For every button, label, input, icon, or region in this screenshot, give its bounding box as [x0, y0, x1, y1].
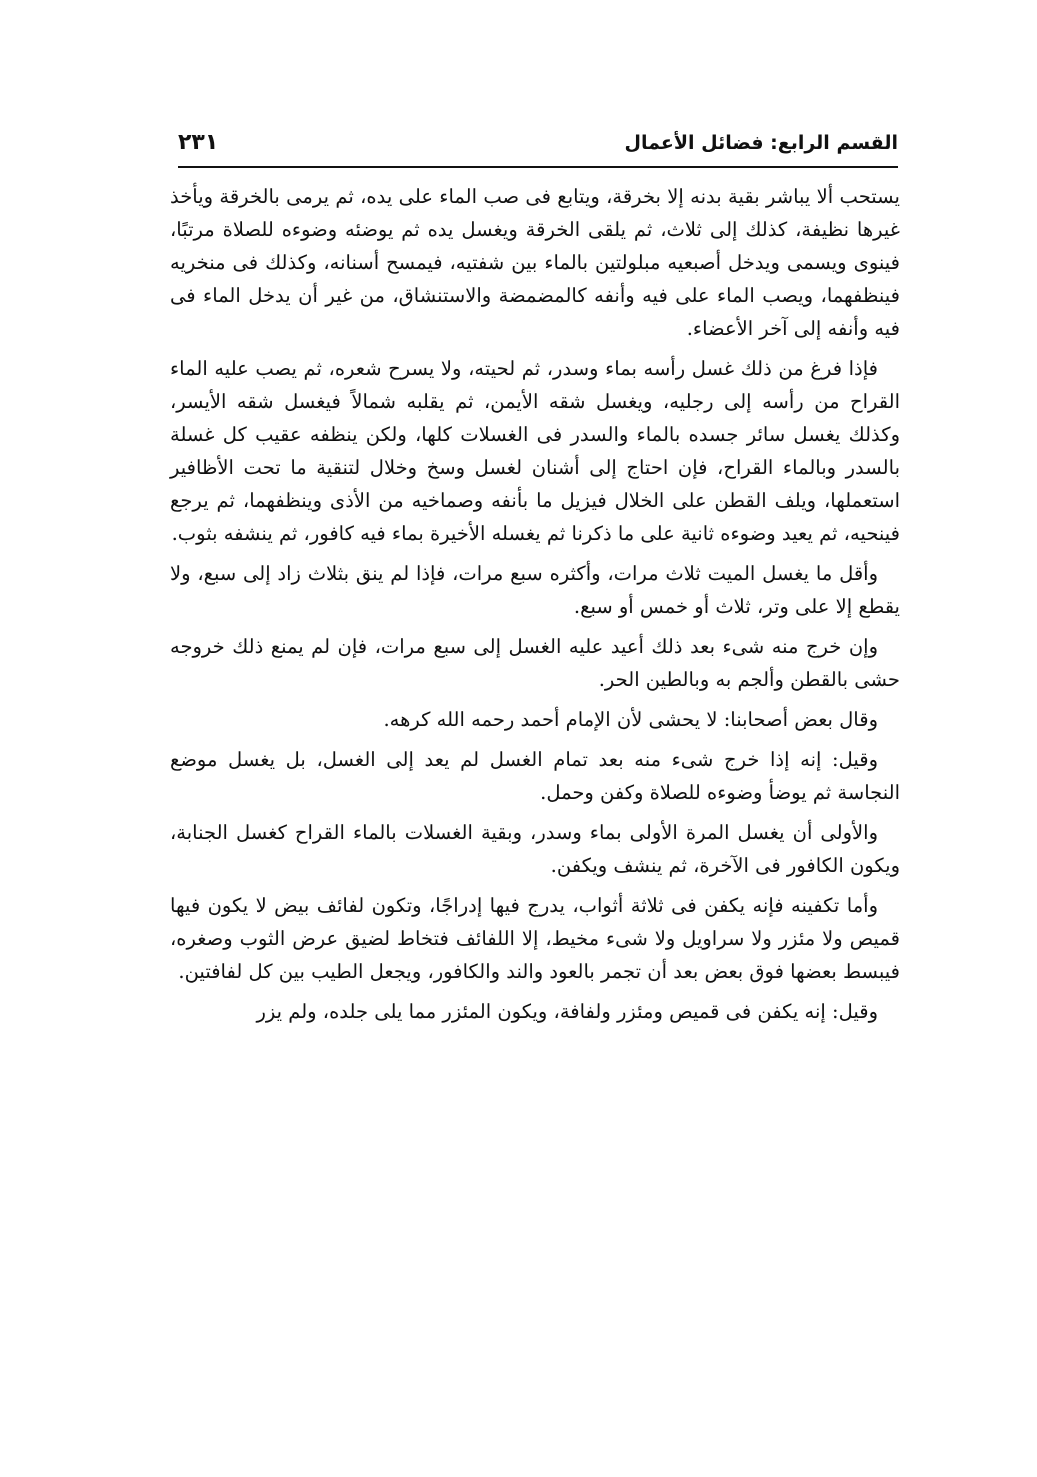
paragraph: وأما تكفينه فإنه يكفن فى ثلاثة أثواب، يدرج فيها إدراجًا، وتكون لفائف بيض لا يكون فيها قميص ولا مئزر ولا سراويل ولا شىء مخيط، إلا اللفائف فتخاط لضيق عرض الثوب وصغره، فيبسط بعضها فوق بعض بعد أن تجمر بالعود والند والكافور، ويجعل الطيب بين كل لفافتين.: [170, 894, 900, 983]
paragraph: فإذا فرغ من ذلك غسل رأسه بماء وسدر، ثم لحيته، ولا يسرح شعره، ثم يصب عليه الماء القراح من رأسه إلى رجليه، ويغسل شقه الأيمن، ثم يقلبه شمالاً فيغسل شقه الأيسر، وكذلك يغسل سائر جسده بالماء والسدر فى الغسلات كلها، ولكن ينظفه عقيب كل غسلة بالسدر وبالماء القراح، فإن احتاج إلى أشنان لغسل وسخ وخلال لتنقية ما تحت الأظافير استعملها، ويلف القطن على الخلال فيزيل ما بأنفه وصماخيه من الأذى وينظفهما، ثم يرجع فينحيه، ثم يعيد وضوءه ثانية على ما ذكرنا ثم يغسله الأخيرة بماء فيه كافور، ثم ينشفه بثوب.: [170, 357, 900, 545]
paragraph: وقيل: إنه يكفن فى قميص ومئزر ولفافة، ويكون المئزر مما يلى جلده، ولم يزر: [256, 1000, 878, 1023]
paragraph: وقيل: إنه إذا خرج شىء منه بعد تمام الغسل لم يعد إلى الغسل، بل يغسل موضع النجاسة ثم يوضأ وضوءه للصلاة وكفن وحمل.: [170, 748, 900, 804]
page-header: [178, 128, 898, 162]
page-number: ٢٣١: [178, 130, 219, 155]
paragraph: وأقل ما يغسل الميت ثلاث مرات، وأكثره سبع مرات، فإذا لم ينق بثلاث زاد إلى سبع، ولا يقطع إلا على وتر، ثلاث أو خمس أو سبع.: [170, 562, 900, 618]
paragraph: وقال بعض أصحابنا: لا يحشى لأن الإمام أحمد رحمه الله كرهه.: [383, 708, 878, 731]
paragraph: يستحب ألا يباشر بقية بدنه إلا بخرقة، ويتابع فى صب الماء على يده، ثم يرمى بالخرقة ويأخذ غيرها نظيفة، كذلك إلى ثلاث، ثم يلقى الخرقة ويغسل يده ثم يوضئه وضوءه للصلاة مرتبًا، فينوى ويسمى ويدخل أصبعيه مبلولتين بالماء بين شفتيه، فيمسح أسنانه، وكذلك فى منخريه فينظفهما، ويصب الماء على فيه وأنفه كالمضمضة والاستنشاق، من غير أن يدخل الماء فى فيه وأنفه إلى آخر الأعضاء.: [170, 185, 900, 340]
running-head: القسم الرابع: فضائل الأعمال: [624, 132, 898, 154]
header-rule: [178, 166, 898, 168]
body-text: [170, 180, 900, 1035]
paragraph: والأولى أن يغسل المرة الأولى بماء وسدر، وبقية الغسلات بالماء القراح كغسل الجنابة، ويكون الكافور فى الآخرة، ثم ينشف ويكفن.: [170, 821, 900, 877]
paragraph: وإن خرج منه شىء بعد ذلك أعيد عليه الغسل إلى سبع مرات، فإن لم يمنع ذلك خروجه حشى بالقطن وألجم به وبالطين الحر.: [170, 635, 900, 691]
